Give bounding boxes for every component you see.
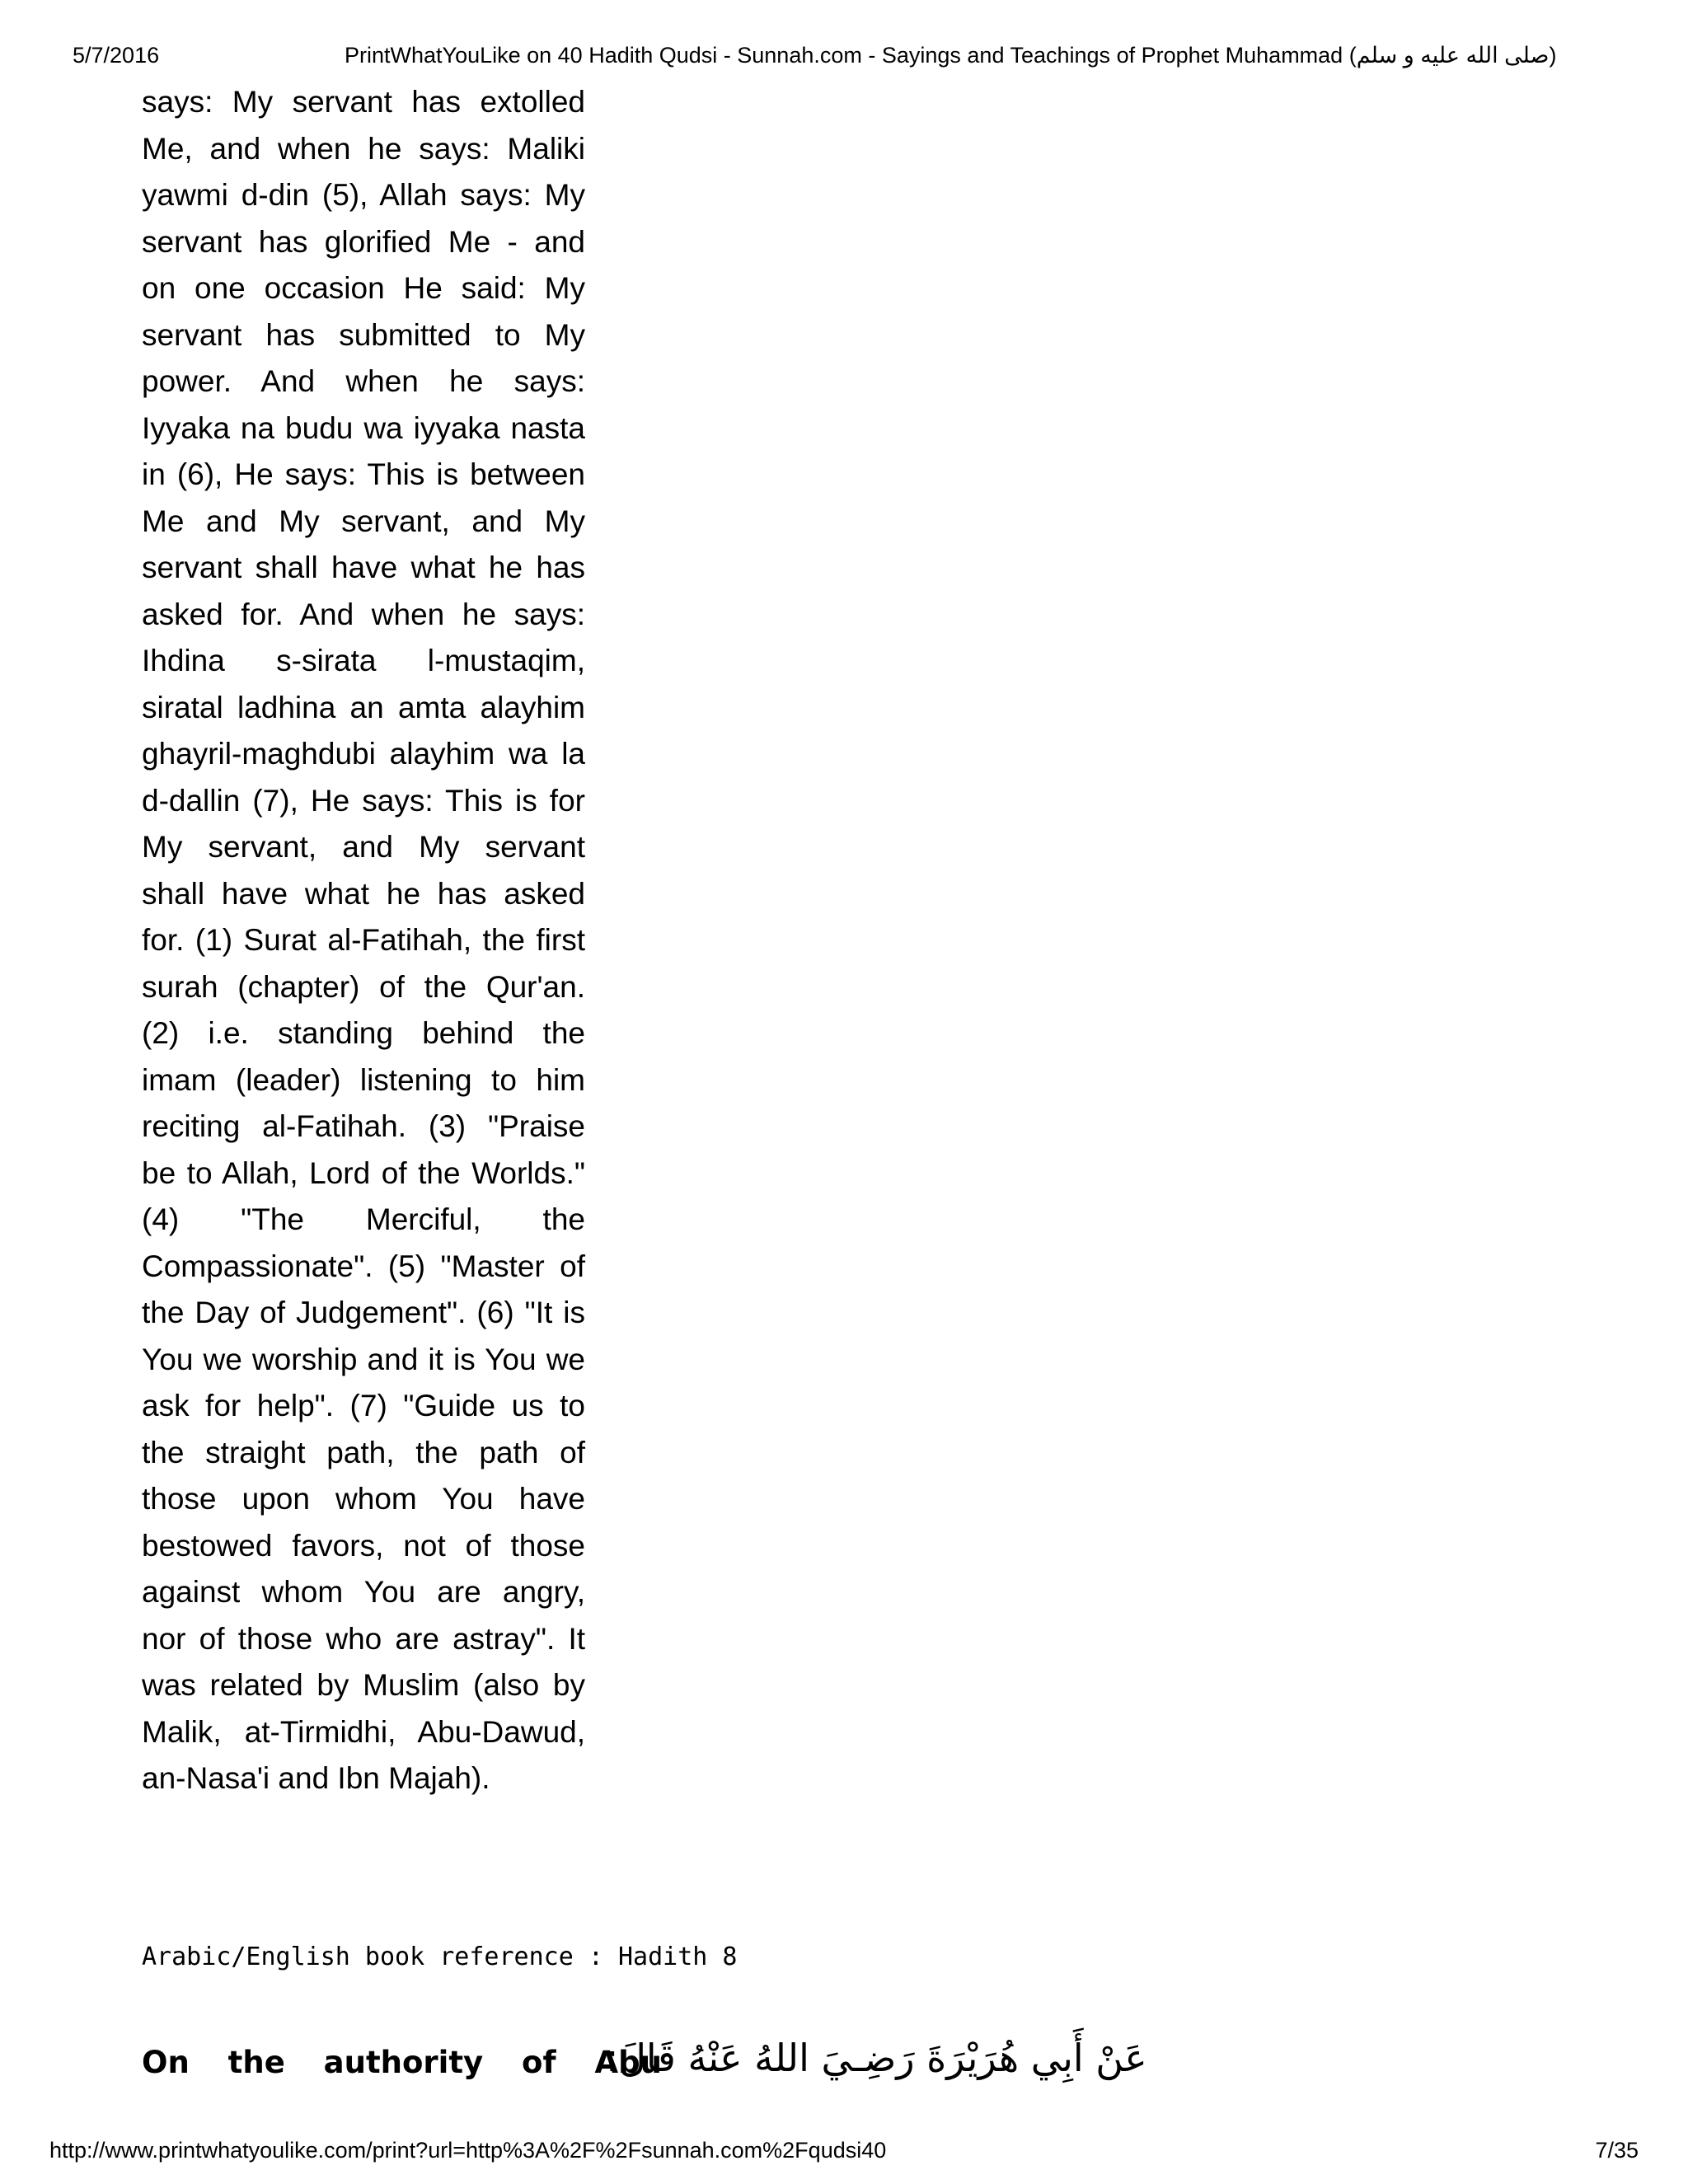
print-date: 5/7/2016	[73, 43, 160, 68]
page-number: 7/35	[1595, 2138, 1639, 2163]
next-hadith-arabic-start: عَنْ أَبِي هُرَيْرَةَ رَضِـيَ اللهُ عَنْهُ قَالَ:	[606, 2036, 1147, 2080]
next-hadith-english-start: On the authority of Abu	[142, 2045, 662, 2080]
print-page-title: PrintWhatYouLike on 40 Hadith Qudsi - Sunnah.com - Sayings and Teachings of Prophet Muhammad (صلى الله عليه و سلم)	[345, 43, 1557, 68]
hadith-translation-text: says: My servant has extolled Me, and when he says: Maliki yawmi d-din (5), Allah says: My servant has glorified Me - and on one occasion He said: My servant has submitted to My power. And when he says: Iyyaka na budu wa iyyaka nasta in (6), He says: This is between Me and My servant, and My servant shall have what he has asked for. And when he says: Ihdina s-sirata l-mustaqim, siratal ladhina an amta alayhim ghayril-maghdubi alayhim wa la d-dallin (7), He says: This is for My servant, and My servant shall have what he has asked for. (1) Surat al-Fatihah, the first surah (chapter) of the Qur'an. (2) i.e. standing behind the imam (leader) listening to him reciting al-Fatihah. (3) "Praise be to Allah, Lord of the Worlds." (4) "The Merciful, the Compassionate". (5) "Master of the Day of Judgement". (6) "It is You we worship and it is You we ask for help". (7) "Guide us to the straight path, the path of those upon whom You have bestowed favors, not of those against whom You are angry, nor of those who are astray". It was related by Muslim (also by Malik, at-Tirmidhi, Abu-Dawud, an-Nasa'i and Ibn Majah).	[142, 85, 585, 1795]
book-reference: Arabic/English book reference : Hadith 8	[142, 1943, 738, 1971]
print-header	[73, 41, 1639, 74]
print-url: http://www.printwhatyoulike.com/print?url=http%3A%2F%2Fsunnah.com%2Fqudsi40	[49, 2138, 887, 2163]
print-footer	[49, 2136, 1639, 2166]
